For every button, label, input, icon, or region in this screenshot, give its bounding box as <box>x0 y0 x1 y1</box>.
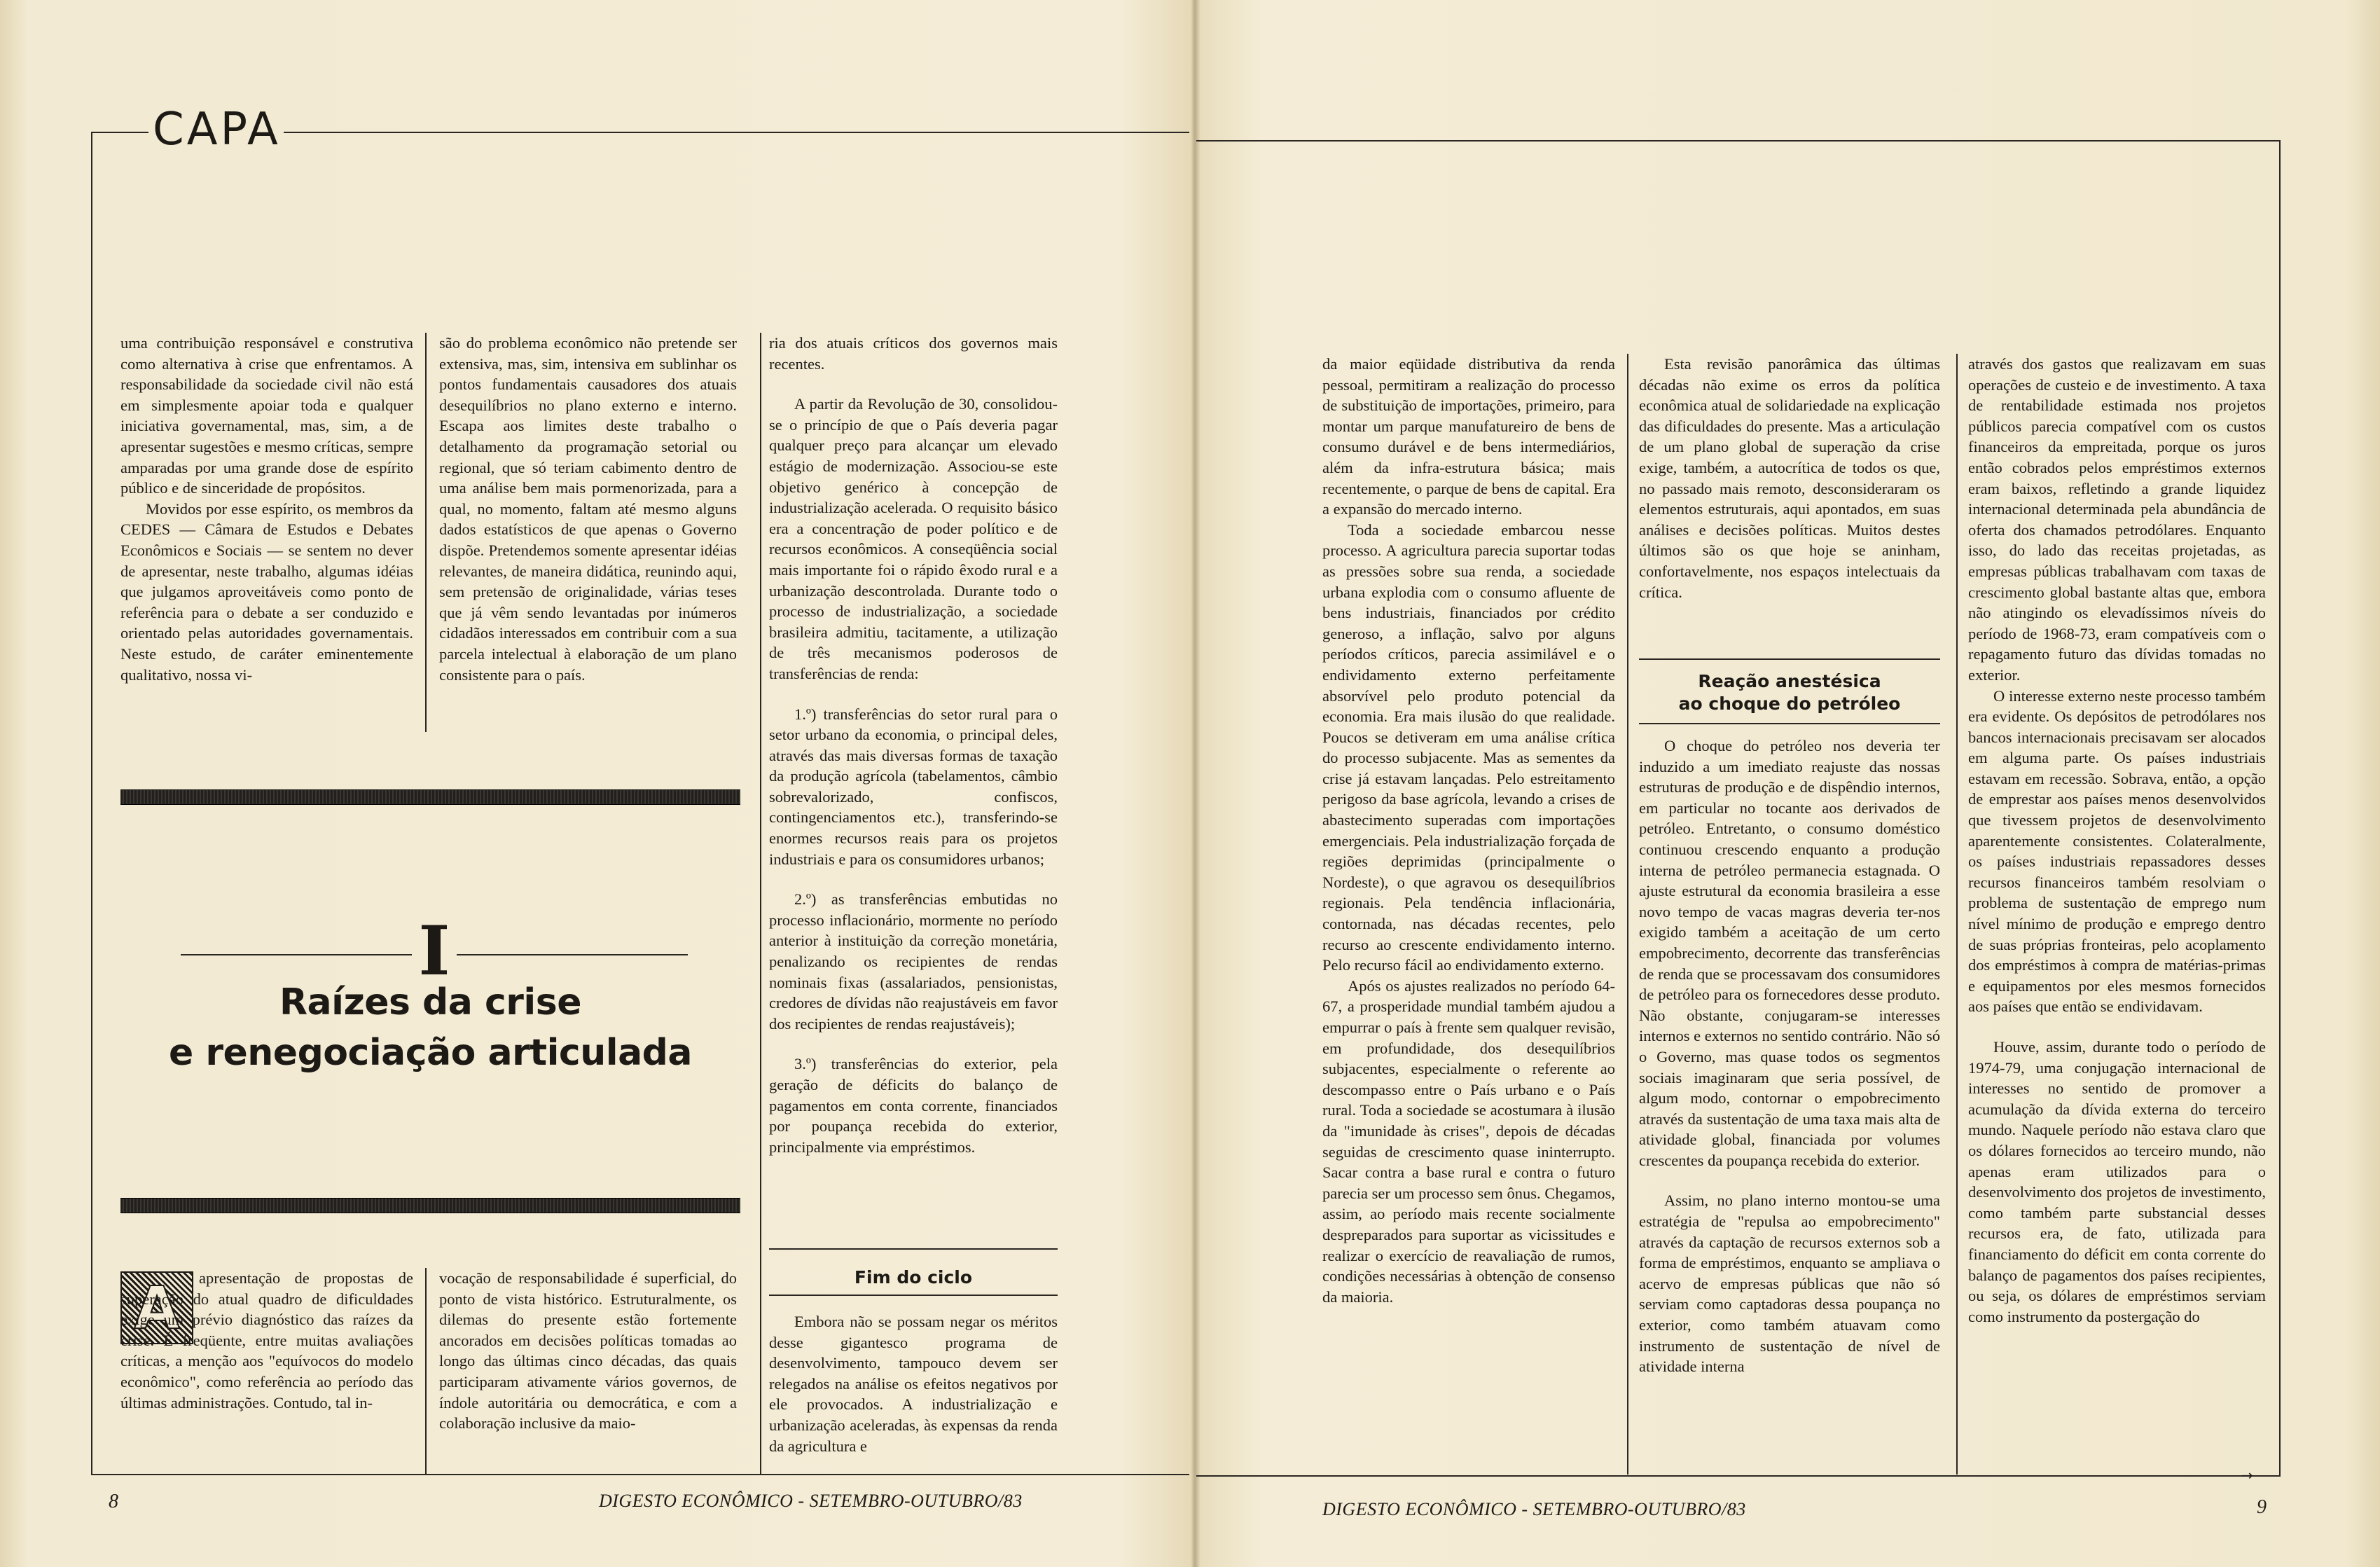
header-rule-left-short <box>106 132 148 133</box>
paragraph: Esta revisão panorâmica das últimas décadas não exime os erros da política econômica atual de solidariedade na explicação das dificuldades do presente. Mas a articulação de um plano global de superação da crise exige, também, a autocrítica de todos os que, no passado mais remoto, desconsideraram os elementos estruturais, aqui apontados, em suas análises e decisões políticas. Muitos destes últimos são os que hoje se aninham, confortavelmente, nos espaços intelectuais da crítica. <box>1639 355 1940 601</box>
footer-right: DIGESTO ECONÔMICO - SETEMBRO-OUTUBRO/83 <box>1322 1499 1746 1519</box>
paragraph: Assim, no plano interno montou-se uma estratégia de "repulsa ao empobrecimento" através da captação de recursos externos sob a forma de empréstimos, enquanto se ampliava o acervo de empresas públicas que não só serviam como captadoras dessa poupança no exterior, como também atuavam como instrumento de sustentação de nível de atividade interna <box>1639 1192 1940 1376</box>
paragraph: apresentação de propostas de superação do atual quadro de dificuldades exige um prévio diagnóstico das raízes da crise. É freqüente, entre muitas avaliações críticas, a menção aos "equívocos do modelo econômico", como referência ao período das últimas administrações. Contudo, tal in- <box>120 1269 413 1411</box>
subheading-reacao-line1: Reação anestésica <box>1698 671 1881 691</box>
paragraph: A partir da Revolução de 30, consolidou-se o princípio de que o País deveria pagar qualquer preço para alcançar um elevado estágio de modernização. Associou-se este objetivo genérico à concepção de industrialização acelerada. O requisito básico era a concentração de poder político e de recursos econômicos. A conseqüência social mais importante foi o rápido êxodo rural e a urbanização descontrolada. Durante todo o processo de industrialização, a sociedade brasileira admitiu, tacitamente, a utilização de três mecanismos poderosos de transferências de renda: <box>769 395 1058 682</box>
column-rule <box>425 1268 427 1475</box>
paragraph: vocação de responsabilidade é superficial, do ponto de vista histórico. Estruturalmente, os dilemas do presente estão fortemente ancorados em decisões políticas tomadas ao longo das últimas cinco décadas, das quais participaram ativamente vários governos, de índole autoritária ou democrática, e com a colaboração inclusive da maio- <box>439 1269 737 1433</box>
column-rule <box>760 333 761 1475</box>
right-col2-text <box>1639 354 1940 602</box>
section-top-bar <box>120 789 740 805</box>
right-col1-text <box>1322 354 1615 1307</box>
section-number: I <box>418 911 450 990</box>
left-page-frame-left <box>91 132 92 1475</box>
column-rule <box>1627 354 1628 1475</box>
paragraph: O interesse externo neste processo também era evidente. Os depósitos de petrodólares nos bancos internacionais precisavam ser alocados em alguma parte. Os países industriais estavam em recessão. Sobrava, então, a opção de emprestar aos países menos desenvolvidos que tivessem projetos de desenvolvimento aparentemente consistentes. Colateralmente, os países industriais repassadores desses recursos financeiros também resolviam o problema de sustentação de emprego num nível mínimo de produção e emprego dentro de suas próprias fronteiras, pelo acoplamento dos empréstimos à compra de matérias-primas e equipamentos por eles mesmos fornecidos aos países que então se endividavam. <box>1968 686 2266 1016</box>
paragraph: Toda a sociedade embarcou nesse processo. A agricultura parecia suportar todas as pressões sobre sua renda, a sociedade urbana explodia com o consumo afluente de bens industriais, financiados por crédito generoso, a inflação, salvo por alguns períodos críticos, parecia assimilável e o endividamento externo perfeitamente absorvível pelo produto potencial da economia. Era mais ilusão do que realidade. Poucos se detiveram em uma análise crítica do processo subjacente. Mas as sementes da crise já estavam lançadas. Pelo estreitamento perigoso da base agrícola, levando a crises de abastecimento superadas com importações emergenciais. Pela industrialização forçada de regiões deprimidas (principalmente o Nordeste), o que agravou os desequilíbrios regionais. Pela tendência inflacionária, contornada, nas décadas recentes, pelo recurso ao crescente endividamento interno. Pelo recurso fácil ao endividamento externo. <box>1322 520 1615 974</box>
column-rule <box>1956 354 1958 1475</box>
left-col3-text <box>769 333 1058 1157</box>
intro-col2-text <box>439 1268 737 1434</box>
paragraph: da maior eqüidade distributiva da renda pessoal, permitiram a realização do processo de substituição de importações, primeiro, para montar um parque manufatureiro de bens de consumo durável e de bens intermediários, além da infra-estrutura básica; mais recentemente, o parque de bens de capital. Era a expansão do mercado interno. <box>1322 355 1615 518</box>
paragraph: são do problema econômico não pretende ser extensiva, mas, sim, intensiva em sublinhar os pontos fundamentais causadores dos atuais desequilíbrios no plano externo e interno. Escapa aos limites deste trabalho o detalhamento da programação setorial ou regional, que só teriam cabimento dentro de uma análise bem mais pormenorizada, para a qual, no momento, faltam até mesmo alguns dados estatísticos de que apenas o Governo dispõe. Pretendemos somente apresentar idéias relevantes, de maneira didática, reunindo aqui, sem pretensão de originalidade, várias teses que já vêm sendo levantadas por inúmeros cidadãos interessados em contribuir com a sua parcela intelectual à elaboração de um plano consistente para o país. <box>439 334 737 684</box>
list-item: 2.º) as transferências embutidas no processo inflacionário, mormente no período anterior à instituição da correção monetária, penalizando os recipientes de rendas nominais fixas (assalariados, pensionistas, credores de dívidas não reajustáveis em favor dos recipientes de rendas reajustáveis); <box>769 890 1058 1033</box>
dropcap-letter: A <box>134 1273 180 1342</box>
subheading-reacao-line2: ao choque do petróleo <box>1678 693 1901 714</box>
paragraph: uma contribuição responsável e construtiva como alternativa à crise que enfrentamos. A responsabilidade da sociedade civil não está em simplesmente apoiar toda e qualquer iniciativa governamental, mas, sim, a de apresentar sugestões e mesmo críticas, sempre amparadas por uma grande dose de espírito público e de sinceridade de propósitos. <box>120 334 413 497</box>
paragraph: Após os ajustes realizados no período 64-67, a prosperidade mundial também ajudou a empurrar o país à frente sem qualquer revisão, em profundidade, dos desequilíbrios subjacentes, especialmente o referente ao descompasso entre o País urbano e o País rural. Toda a sociedade se acostumara à ilusão da "imunidade às crises", depois de décadas seguidas de crescimento quase ininterrupto. Sacar contra a base rural e contra o futuro parecia ser um processo sem ônus. Chegamos, assim, ao período mais recente socialmente despreparados para suportar as vicissitudes e realizar o exercício de reavaliação de rumos, condições necessárias à obtenção de consenso da maioria. <box>1322 976 1615 1306</box>
page-number-right: 9 <box>2257 1496 2267 1518</box>
header-rule-left <box>284 132 1189 133</box>
section-rule-left <box>181 954 412 955</box>
paragraph: Embora não se possam negar os méritos desse gigantesco programa de desenvolvimento, tampouco devem ser relegados na análise os efeitos negativos por ele provocados. A industrialização e urbanização aceleradas, às expensas da renda da agricultura e <box>769 1313 1058 1455</box>
section-label: CAPA <box>153 104 281 156</box>
header-rule-right <box>1196 140 2281 141</box>
right-page-frame-right <box>2279 140 2281 1477</box>
column-rule <box>425 333 427 732</box>
right-col2-body <box>1639 736 1940 1377</box>
section-title-line2: e renegociação articulada <box>169 1032 692 1074</box>
subheading-fim-do-ciclo: Fim do ciclo <box>854 1267 973 1288</box>
paragraph: Movidos por esse espírito, os membros da CEDES — Câmara de Estudos e Debates Econômicos e Sociais — se sentem no dever de apresentar, neste trabalho, algumas idéias que julgamos aproveitáveis como ponto de referência para o debate a ser conduzido e orientado pelas autoridades governamentais. Neste estudo, de caráter eminentemente qualitativo, nossa vi- <box>120 499 413 684</box>
continue-arrow-icon: → <box>2241 1467 2253 1484</box>
left-page-frame-bottom <box>91 1474 1189 1475</box>
footer-left: DIGESTO ECONÔMICO - SETEMBRO-OUTUBRO/83 <box>599 1491 1023 1511</box>
section-bottom-bar <box>120 1198 740 1213</box>
subheading-rule <box>1639 658 1940 660</box>
list-item: 1.º) transferências do setor rural para o setor urbano da economia, o principal deles, através das mais diversas formas de taxação da produção agrícola (tabelamentos, câmbio sobrevalorizado, confiscos, contingenciamentos etc.), transferindo-se enormes recursos reais para os projetos industriais e para os consumidores urbanos; <box>769 705 1058 868</box>
list-item: 3.º) transferências do exterior, pela geração de déficits do balanço de pagamentos em conta corrente, financiados por poupança recebida do exterior, principalmente via empréstimos. <box>769 1055 1058 1156</box>
paragraph: Houve, assim, durante todo o período de 1974-79, uma conjugação internacional de interesses no sentido de promover a acumulação da dívida externa do terceiro mundo. Naquele período não estava claro que os dólares fornecidos ao terceiro mundo, não apenas eram utilizados para o desenvolvimento dos projetos de investimento, como também parte substancial desses recursos era, de fato, utilizada para financiamento do déficit em conta corrente do balanço de pagamentos dos países recipientes, ou seja, os dólares de empréstimos serviam como instrumento da postergação do <box>1968 1038 2266 1325</box>
left-col1-text <box>120 333 413 685</box>
subheading-rule <box>769 1248 1058 1250</box>
subheading-rule <box>769 1295 1058 1296</box>
paragraph: através dos gastos que realizavam em suas operações de custeio e de investimento. A taxa de rentabilidade estimada nos projetos públicos parecia compatível com os custos financeiros da empreitada, porque os juros então cobrados pelos empréstimos externos eram baixos, refletindo a grande liquidez internacional determinada pela abundância de oferta dos chamados petrodólares. Enquanto isso, do lado das receitas projetadas, as empresas públicas trabalhavam com taxas de crescimento global bastante altas que, embora não atingindo os elevadíssimos níveis do período de 1968-73, eram compatíveis com o repagamento futuro das dívidas tomadas no exterior. <box>1968 355 2266 684</box>
paragraph: ria dos atuais críticos dos governos mais recentes. <box>769 334 1058 373</box>
intro-col1-text <box>120 1268 413 1413</box>
left-col3-fim-text <box>769 1311 1058 1456</box>
paragraph: O choque do petróleo nos deveria ter induzido a um imediato reajuste das nossas estruturas de produção e de dispêndio internos, em particular no tocante aos derivados de petróleo. Entretanto, o consumo doméstico continuou crescendo enquanto a produção interna de petróleo permanecia estagnada. O ajuste estrutural da economia brasileira a esse novo tempo de vacas magras deveria ter-nos exigido também a aceitação de um certo empobrecimento, decorrente das transferências de renda que se processavam dos consumidores de petróleo para os fornecedores desse produto. Não obstante, conjugaram-se interesses internos e externos no sentido contrário. Não só o Governo, mas quase todos os segmentos sociais imaginaram que seria possível, de algum modo, contornar o empobrecimento através da sustentação de uma taxa mais alta de atividade global, financiada por volumes crescentes da poupança recebida do exterior. <box>1639 737 1940 1169</box>
section-title-line1: Raízes da crise <box>279 981 581 1023</box>
left-col2-text <box>439 333 737 685</box>
page-number-left: 8 <box>109 1491 118 1512</box>
right-col3-text <box>1968 354 2266 1327</box>
left-page-frame-top <box>91 132 108 133</box>
right-page-frame-bottom <box>1196 1475 2281 1477</box>
section-rule-right <box>457 954 688 955</box>
subheading-rule <box>1639 723 1940 724</box>
